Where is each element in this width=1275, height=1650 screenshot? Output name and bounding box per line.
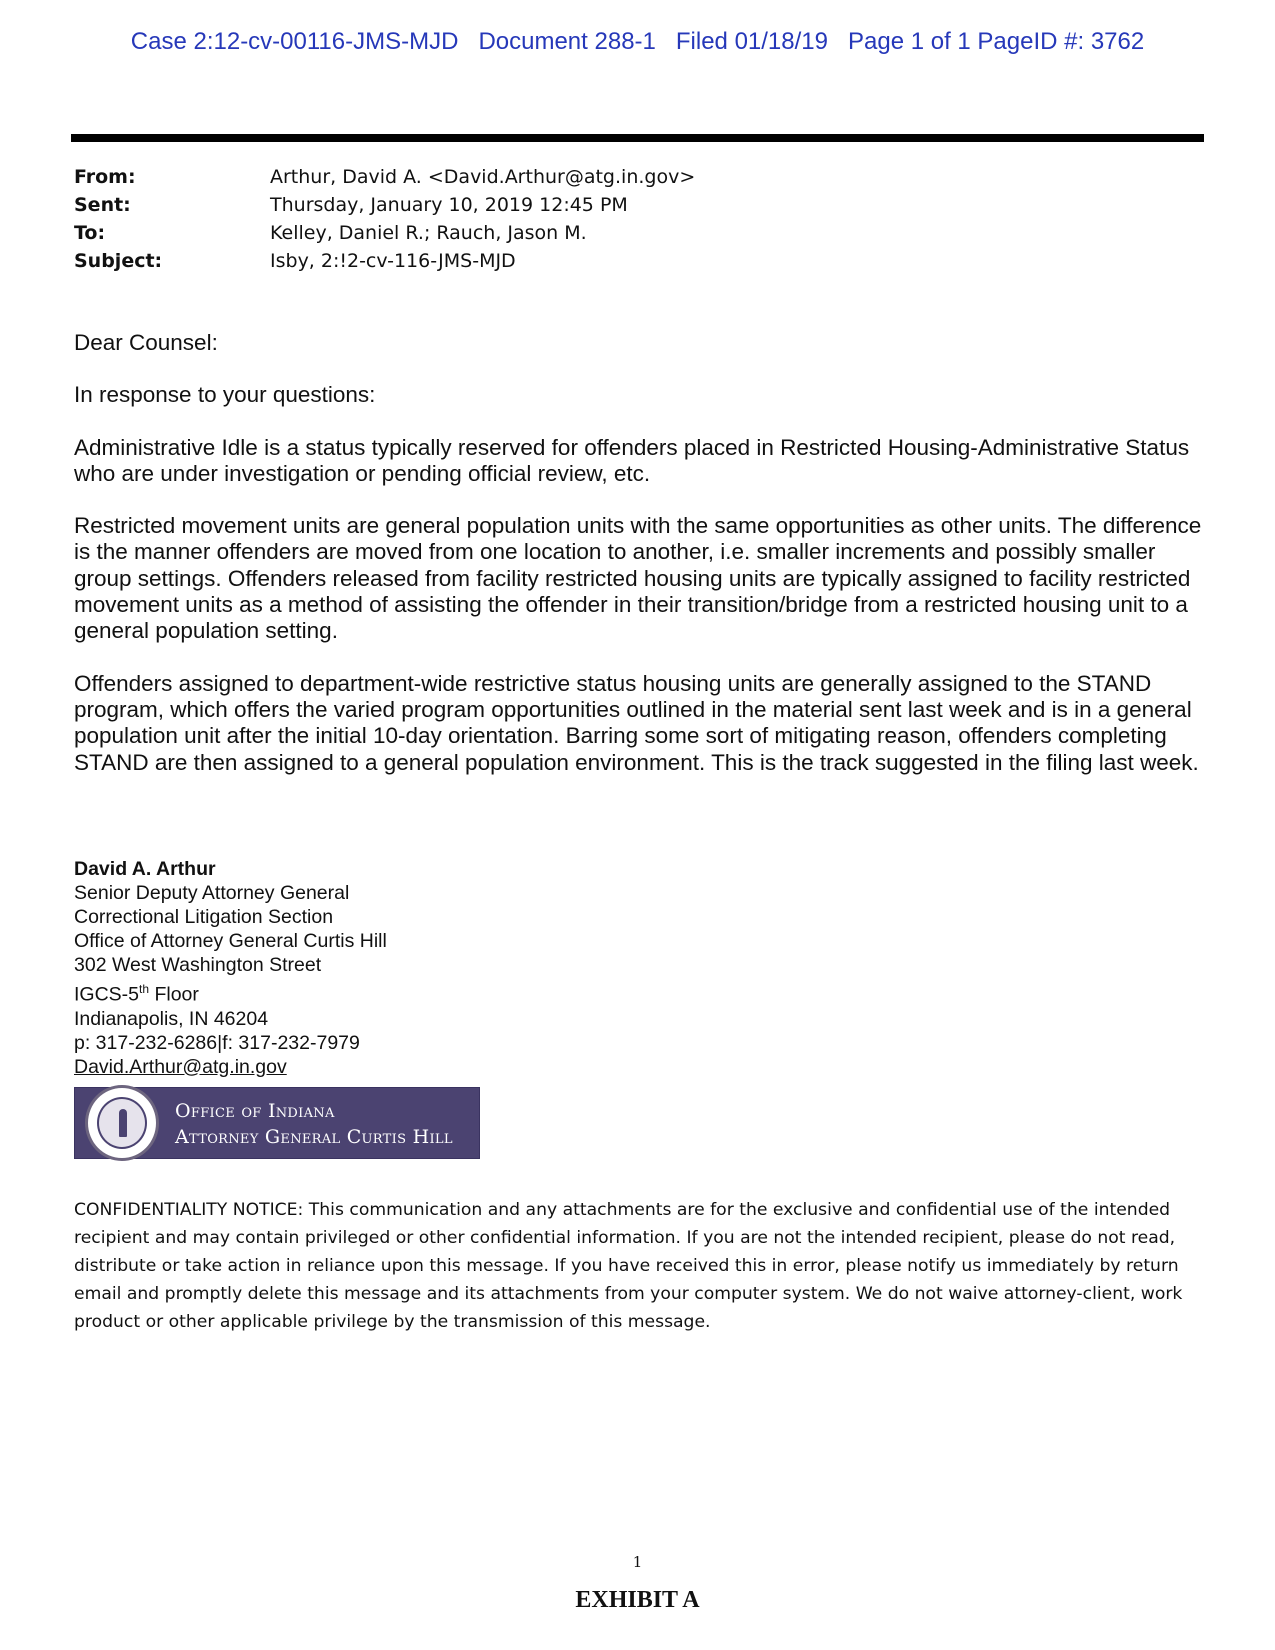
- to-label: To:: [74, 222, 106, 244]
- case-header: Case 2:12-cv-00116-JMS-MJD Document 288-1 Filed 01/18/19 Page 1 of 1 PageID #: 3762: [130, 28, 1145, 55]
- paragraph-administrative-idle: Administrative Idle is a status typically reserved for offenders placed in Restricted Housing-Administrative Status who are under investigation or pending official review, etc.: [74, 434, 1190, 486]
- header-divider: [71, 134, 1204, 142]
- paragraph-restricted-movement: Restricted movement units are general population units with the same opportunities as other units. The difference is the manner offenders are moved from one location to another, i.e. smaller increments and possibly smaller group settings. Offenders released from facility restricted housing units are typically assigned to facility restricted movement units as a method of assisting the offender in their transition/bridge from a restricted housing unit to a general population setting.: [74, 513, 1202, 644]
- attorney-general-logo: [74, 1087, 480, 1159]
- confidentiality-notice: CONFIDENTIALITY NOTICE: This communication and any attachments are for the exclusive and confidential use of the intended recipient and may contain privileged or other confidential information. If you are not the intended recipient, please do not read, distribute or take action in reliance upon this message. If you have received this in error, please notify us immediately by return email and promptly delete this message and its attachments from your computer system. We do not waive attorney-client, work product or other applicable privilege by the transmission of this message.: [74, 1200, 1183, 1332]
- logo-text: [175, 1098, 453, 1150]
- subject-row: [74, 250, 695, 278]
- to-row: [74, 222, 695, 250]
- signature-block: [74, 857, 387, 1079]
- sent-row: [74, 194, 695, 222]
- signature-floor: [74, 977, 387, 1007]
- sent-label: Sent:: [74, 194, 131, 216]
- floor-suffix: Floor: [149, 983, 199, 1006]
- signature-street: 302 West Washington Street: [74, 954, 322, 976]
- logo-line-2: Attorney General Curtis Hill: [175, 1126, 453, 1148]
- signature-office: Office of Attorney General Curtis Hill: [74, 930, 387, 952]
- subject-label: Subject:: [74, 250, 163, 272]
- paragraph-stand-program: Offenders assigned to department-wide restrictive status housing units are generally assigned to the STAND program, which offers the varied program opportunities outlined in the material sent last week and is in a general population unit after the initial 10-day orientation. Barring some sort of mitigating reason, offenders completing STAND are then assigned to a general population environment. This is the track suggested in the filing last week.: [74, 670, 1199, 775]
- from-row: [74, 166, 695, 194]
- signature-email-link[interactable]: David.Arthur@atg.in.gov: [74, 1055, 287, 1078]
- from-label: From:: [74, 166, 136, 188]
- intro-line: In response to your questions:: [74, 382, 376, 408]
- logo-line-1: Office of Indiana: [175, 1100, 335, 1122]
- floor-superscript: th: [139, 982, 150, 996]
- email-headers: [74, 166, 695, 278]
- seal-inner-ring: [97, 1097, 147, 1149]
- state-seal-icon: [85, 1085, 159, 1161]
- from-value: Arthur, David A. <David.Arthur@atg.in.gov>: [270, 166, 696, 188]
- signature-title: Senior Deputy Attorney General: [74, 882, 350, 904]
- signature-name: David A. Arthur: [74, 858, 216, 880]
- subject-value: Isby, 2:!2-cv-116-JMS-MJD: [270, 250, 516, 272]
- signature-phone: p: 317-232-6286|f: 317-232-7979: [74, 1031, 360, 1054]
- sent-value: Thursday, January 10, 2019 12:45 PM: [270, 194, 628, 216]
- exhibit-label: EXHIBIT A: [575, 1587, 700, 1613]
- greeting: Dear Counsel:: [74, 330, 218, 355]
- floor-prefix: IGCS-5: [74, 983, 140, 1006]
- to-value: Kelley, Daniel R.; Rauch, Jason M.: [270, 222, 587, 244]
- signature-city: Indianapolis, IN 46204: [74, 1007, 269, 1030]
- seal-figure-icon: [119, 1109, 127, 1137]
- email-body: [74, 330, 1204, 802]
- page-number: 1: [632, 1553, 643, 1571]
- signature-section: Correctional Litigation Section: [74, 906, 334, 928]
